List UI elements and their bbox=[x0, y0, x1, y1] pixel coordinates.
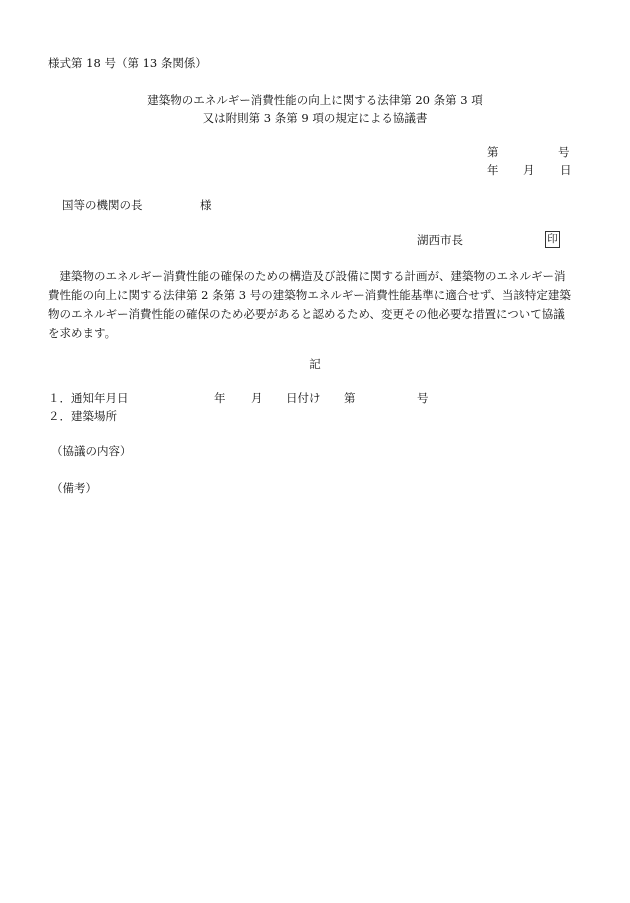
item-2-label: ２．建築場所 bbox=[48, 409, 117, 423]
document-title-line-1: 建築物のエネルギー消費性能の向上に関する法律第 20 条第 3 項 bbox=[147, 93, 483, 107]
sender-name: 湖西市長 bbox=[417, 233, 463, 247]
date-year-label: 年 bbox=[487, 163, 499, 177]
body-paragraph bbox=[48, 267, 588, 343]
document-title-line-2: 又は附則第 3 条第 9 項の規定による協議書 bbox=[202, 111, 428, 125]
date-month-label: 月 bbox=[523, 163, 535, 177]
item-1-year-label: 年 bbox=[214, 391, 226, 405]
ki-heading: 記 bbox=[309, 357, 321, 371]
body-line-2: 費性能の向上に関する法律第 2 条第 3 号の建築物エネルギー消費性能基準に適合せず、当該特定建築 bbox=[48, 288, 571, 302]
addressee-name: 国等の機関の長 bbox=[62, 198, 143, 212]
addressee-honorific: 様 bbox=[200, 198, 212, 212]
document-number-prefix: 第 bbox=[487, 145, 499, 159]
item-1-label: １．通知年月日 bbox=[48, 391, 129, 405]
item-1-month-label: 月 bbox=[251, 391, 263, 405]
item-1-dated-label: 日付け bbox=[286, 391, 321, 405]
date-day-label: 日 bbox=[560, 163, 572, 177]
body-line-4: を求めます。 bbox=[48, 326, 117, 340]
seal-stamp: 印 bbox=[545, 231, 560, 248]
body-line-1: 建築物のエネルギー消費性能の確保のための構造及び設備に関する計画が、建築物のエネルギー消 bbox=[48, 269, 566, 283]
form-number: 様式第 18 号（第 13 条関係） bbox=[48, 56, 207, 70]
document-number-suffix: 号 bbox=[558, 145, 570, 159]
item-1-number-suffix: 号 bbox=[417, 391, 429, 405]
body-line-3: 物のエネルギー消費性能の確保のため必要があると認めるため、変更その他必要な措置について協議 bbox=[48, 307, 565, 321]
consultation-content-label: （協議の内容） bbox=[51, 444, 132, 458]
remarks-label: （備考） bbox=[51, 481, 97, 495]
item-1-number-prefix: 第 bbox=[344, 391, 356, 405]
